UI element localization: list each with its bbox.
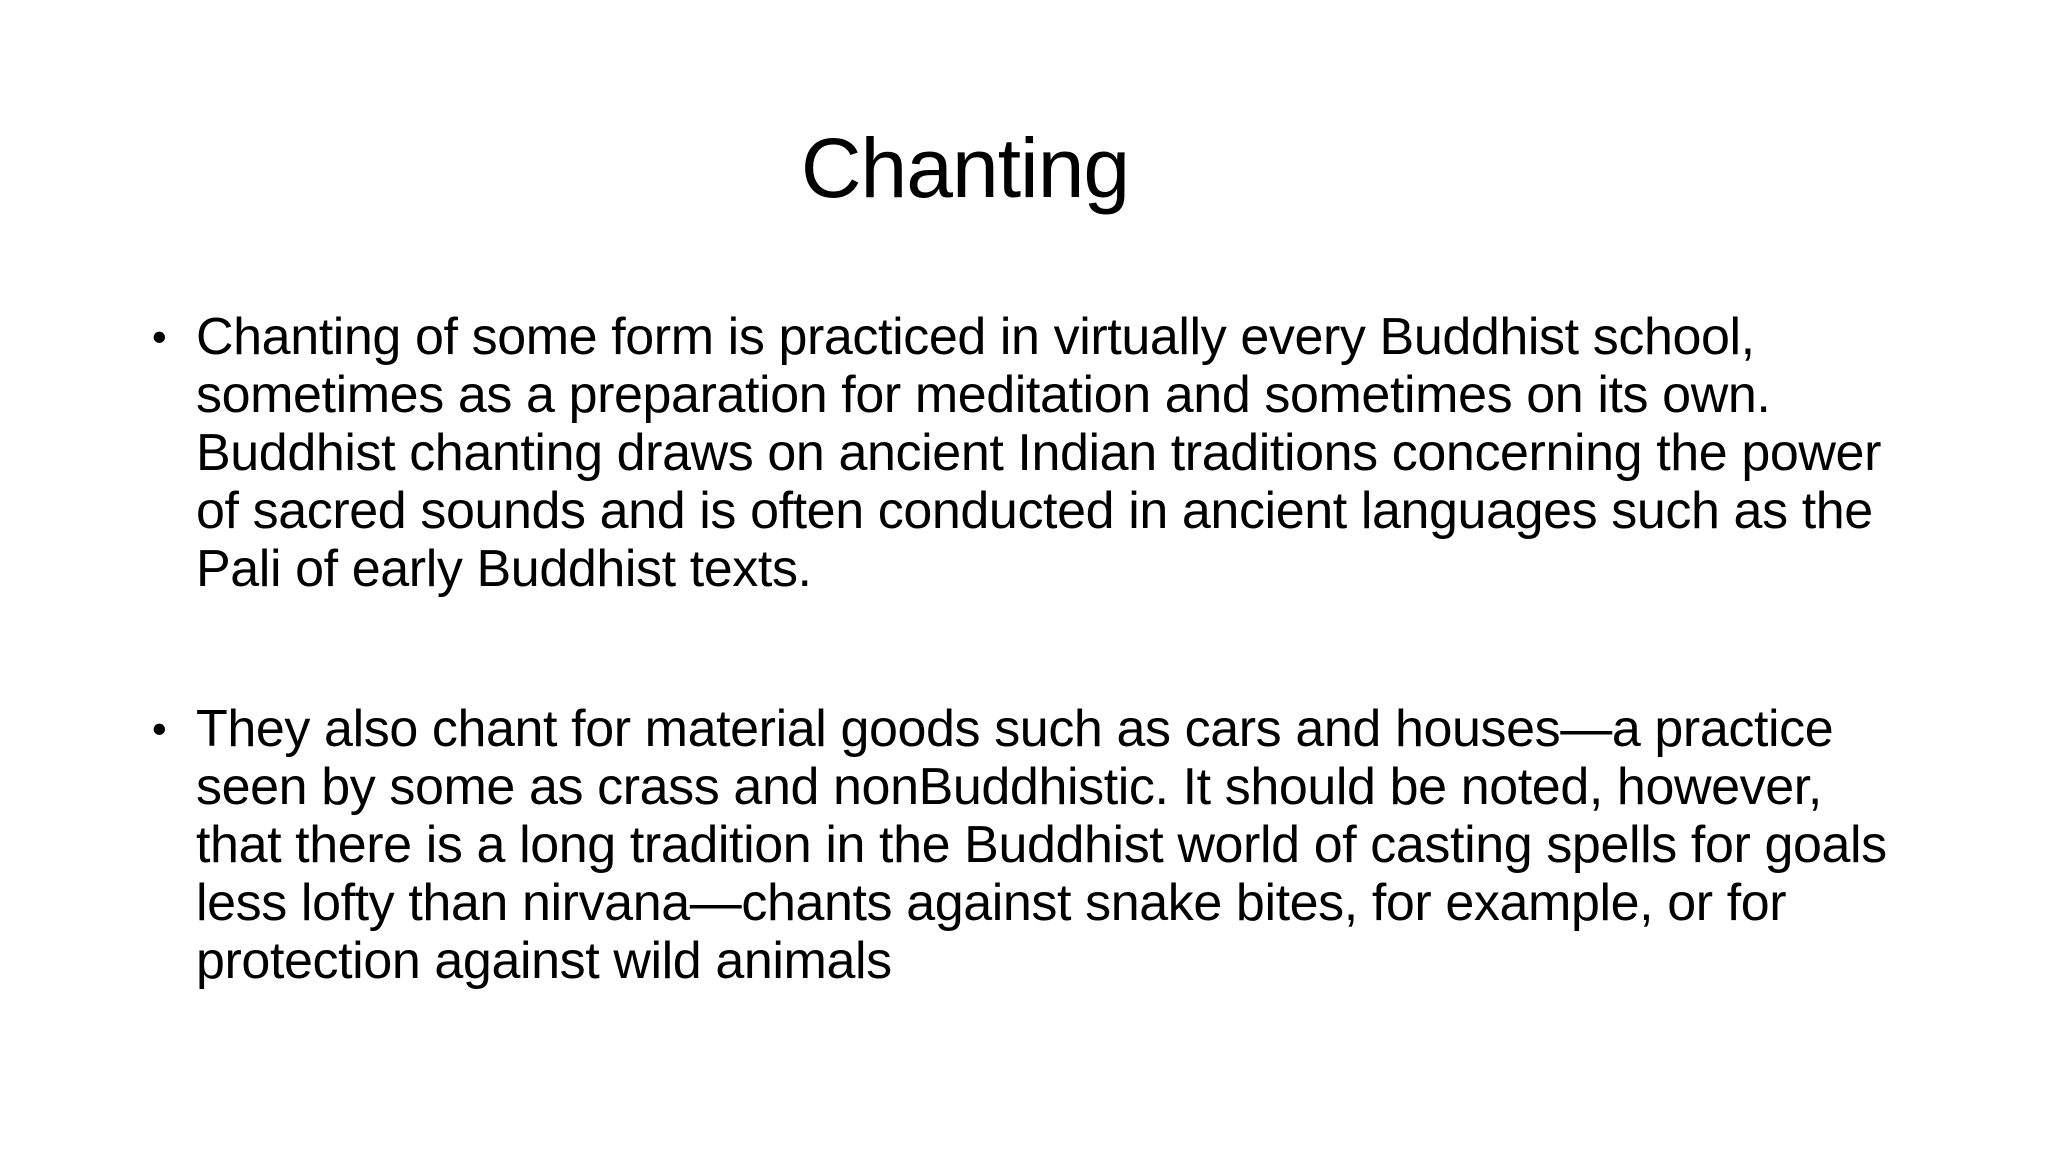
bullet-item-1 (150, 308, 1910, 598)
bullet-item-2 (150, 700, 1910, 990)
slide-title: Chanting (800, 121, 1130, 215)
bullet-text: Chanting of some form is practiced in virtually every Buddhist school, sometimes as a preparation for meditation and sometimes on its own. Buddhist chanting draws on ancient Indian traditions concerning the power of sacred sounds and is often conducted in ancient languages such as the Pali of early Buddhist texts. (196, 308, 1881, 598)
bullet-list (150, 308, 1910, 990)
bullet-text: They also chant for material goods such as cars and houses—a practice seen by some as crass and nonBuddhistic. It should be noted, however, that there is a long tradition in the Buddhist world of casting spells for goals less lofty than nirvana—chants against snake bites, for example, or for protection against wild animals (196, 700, 1887, 990)
bullet-marker: • (152, 313, 167, 360)
bullet-marker: • (152, 705, 167, 752)
